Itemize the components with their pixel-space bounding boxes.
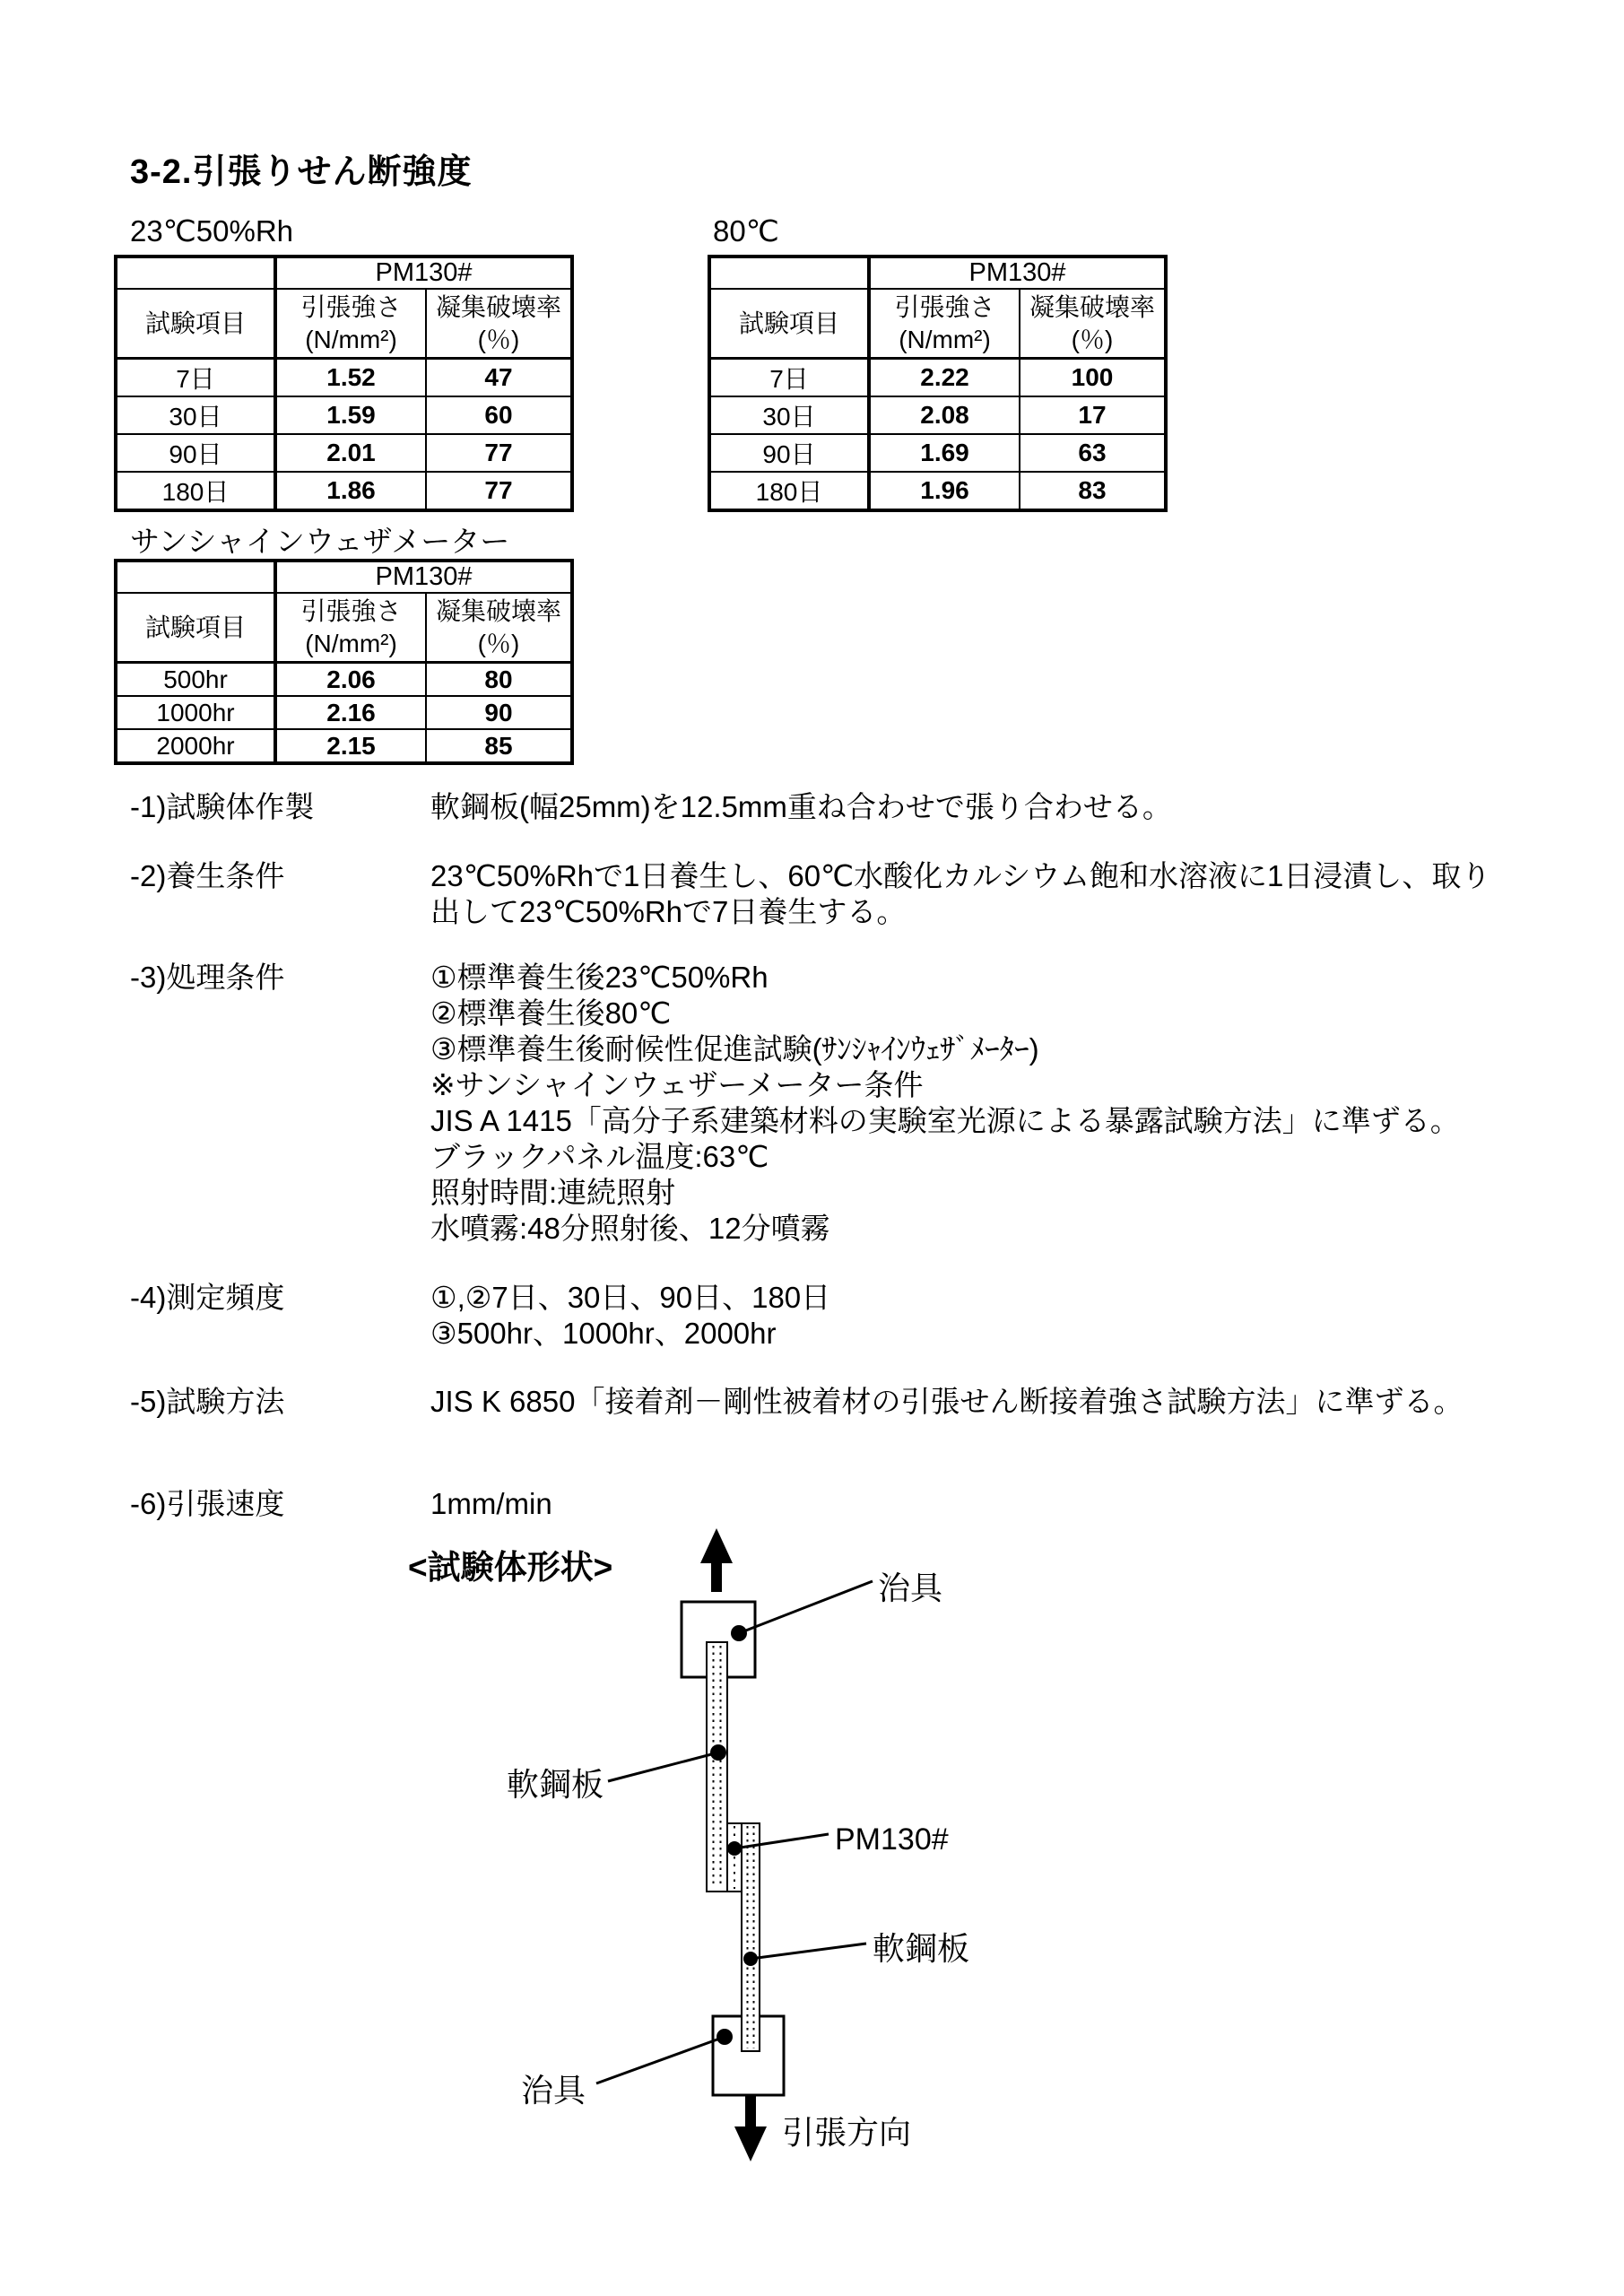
note-line: JIS K 6850「接着剤－剛性被着材の引張せん断接着強さ試験方法」に準ずる。 [430,1385,1463,1418]
note-treatment-conditions [130,960,1547,1247]
note-line: 軟鋼板(幅25mm)を12.5mm重ね合わせで張り合わせる。 [430,790,1172,823]
diagram-title: <試験体形状> [408,1549,613,1586]
row-label: 500hr [116,663,275,697]
stub-header: 試験項目 [116,593,275,663]
note-line: 1mm/min [430,1487,552,1520]
col-header-cohesion-label: 凝集破壊率 [435,292,561,321]
cohesion-value: 63 [1020,434,1166,472]
leader-line-jig-bottom [596,2037,725,2083]
cohesion-value: 47 [426,359,572,397]
note-measurement-frequency [130,1280,1547,1352]
table-caption-weathermeter: サンシャインウェザメーター [130,525,510,558]
col-header-strength-unit: (N/mm²) [305,629,397,657]
col-header-strength [275,593,426,663]
row-label: 30日 [116,396,275,434]
note-label: -2)養生条件 [130,859,285,892]
note-line: ③標準養生後耐候性促進試験(ｻﾝｼｬｲﾝｳｪｻﾞﾒｰﾀｰ) [430,1032,1039,1065]
table-corner-cell [116,257,275,289]
row-label: 7日 [116,359,275,397]
cohesion-value: 77 [426,434,572,472]
col-header-strength-unit: (N/mm²) [899,325,991,353]
cohesion-value: 17 [1020,396,1166,434]
col-header-strength-label: 引張強さ [894,292,995,321]
row-label: 2000hr [116,729,275,763]
product-header: PM130# [275,257,572,289]
row-label: 180日 [709,472,869,510]
label-jig-bottom: 治具 [521,2072,586,2109]
row-label: 90日 [709,434,869,472]
note-label: -6)引張速度 [130,1487,285,1520]
note-line: ③500hr、1000hr、2000hr [430,1317,777,1350]
table-caption-80c: 80℃ [713,214,779,248]
col-header-strength-unit: (N/mm²) [305,325,397,353]
leader-dot [710,1744,726,1761]
strength-value: 1.69 [869,434,1020,472]
note-line: JIS A 1415「高分子系建築材料の実験室光源による暴露試験方法」に準ずる。 [430,1104,1460,1137]
label-jig-top: 治具 [878,1570,943,1606]
note-label: -5)試験方法 [130,1385,285,1418]
leader-dot [716,2029,733,2045]
note-line: ①標準養生後23℃50%Rh [430,961,769,994]
table-corner-cell [116,561,275,593]
note-line: ②標準養生後80℃ [430,996,672,1030]
table-caption-23c50rh: 23℃50%Rh [130,214,293,248]
strength-value: 2.08 [869,396,1020,434]
row-label: 90日 [116,434,275,472]
page-title: 3-2.引張りせん断強度 [130,153,473,191]
product-header: PM130# [869,257,1166,289]
row-label: 1000hr [116,696,275,729]
leader-line-jig-top [739,1581,873,1633]
cohesion-value: 77 [426,472,572,510]
product-header: PM130# [275,561,572,593]
col-header-cohesion-label: 凝集破壊率 [1029,292,1155,321]
col-header-cohesion-unit: (％) [477,629,520,657]
col-header-cohesion-label: 凝集破壊率 [435,596,561,625]
row-label: 180日 [116,472,275,510]
adhesive-layer [727,1823,742,1892]
specimen-diagram [269,1480,1166,2287]
strength-value: 1.96 [869,472,1020,510]
leader-dot [727,1841,742,1856]
cohesion-value: 85 [426,729,572,763]
col-header-cohesion-unit: (％) [477,325,520,353]
strength-value: 1.59 [275,396,426,434]
col-header-strength [869,289,1020,359]
note-label: -4)測定頻度 [130,1281,285,1314]
label-steel-upper: 軟鋼板 [507,1766,604,1803]
leader-line-steel-lower [751,1944,866,1959]
stub-header: 試験項目 [709,289,869,359]
note-curing-conditions [130,858,1547,930]
cohesion-value: 90 [426,696,572,729]
note-test-method [130,1384,1547,1420]
strength-value: 1.52 [275,359,426,397]
label-pull-direction: 引張方向 [782,2114,912,2151]
col-header-strength-label: 引張強さ [300,292,402,321]
strength-value: 2.16 [275,696,426,729]
table-corner-cell [709,257,869,289]
table-23c50rh [114,255,574,512]
strength-value: 2.01 [275,434,426,472]
strength-value: 1.86 [275,472,426,510]
leader-line-steel-upper [608,1752,718,1781]
table-80c [708,255,1168,512]
steel-plate-lower [742,1823,760,2051]
row-label: 30日 [709,396,869,434]
note-line: ①,②7日、30日、90日、180日 [430,1281,831,1314]
col-header-strength-label: 引張強さ [300,596,402,625]
row-label: 7日 [709,359,869,397]
note-label: -3)処理条件 [130,961,285,994]
note-label: -1)試験体作製 [130,790,315,823]
leader-dot [743,1952,758,1966]
note-line: 水噴霧:48分照射後、12分噴霧 [430,1212,830,1245]
col-header-strength [275,289,426,359]
col-header-cohesion [426,289,572,359]
note-line: 23℃50%Rhで1日養生し、60℃水酸化カルシウム飽和水溶液に1日浸漬し、取り [430,859,1491,892]
leader-dot [731,1625,747,1641]
cohesion-value: 60 [426,396,572,434]
steel-plate-upper [707,1642,727,1892]
strength-value: 2.15 [275,729,426,763]
label-steel-lower: 軟鋼板 [873,1930,970,1967]
cohesion-value: 83 [1020,472,1166,510]
col-header-cohesion [426,593,572,663]
arrow-down-icon [734,2095,767,2161]
note-line: ブラックパネル温度:63℃ [430,1140,769,1173]
note-line: 照射時間:連続照射 [430,1176,676,1209]
table-weathermeter [114,559,574,765]
strength-value: 2.06 [275,663,426,697]
col-header-cohesion-unit: (％) [1071,325,1114,353]
note-line: ※サンシャインウェザーメーター条件 [430,1068,924,1101]
cohesion-value: 80 [426,663,572,697]
note-line: 出して23℃50%Rhで7日養生する。 [430,895,907,928]
cohesion-value: 100 [1020,359,1166,397]
label-adhesive: PM130# [835,1822,949,1857]
strength-value: 2.22 [869,359,1020,397]
note-specimen-preparation [130,789,1547,825]
stub-header: 試験項目 [116,289,275,359]
col-header-cohesion [1020,289,1166,359]
arrow-up-icon [700,1528,733,1592]
